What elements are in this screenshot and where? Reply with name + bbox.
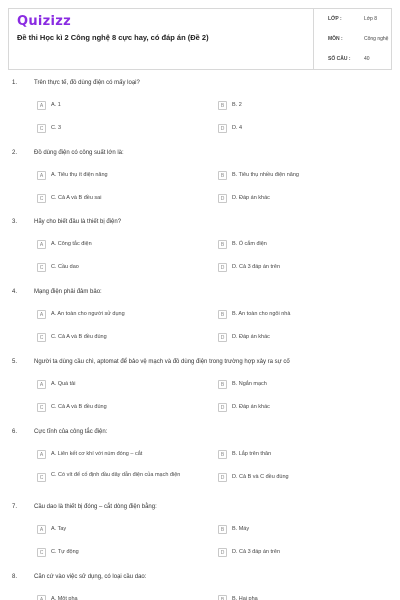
option-text: B. Lắp trên thân xyxy=(232,451,272,457)
option-letter-badge: D xyxy=(218,263,227,272)
option-letter-badge: A xyxy=(37,450,46,459)
option-letter-badge: D xyxy=(218,194,227,203)
answer-option-d[interactable] xyxy=(218,124,388,134)
option-text: A. 1 xyxy=(51,102,61,108)
option-text: B. Ổ cắm điện xyxy=(232,241,267,247)
option-text: D. Đáp án khác xyxy=(232,334,270,340)
option-letter-badge: C xyxy=(37,194,46,203)
answer-option-b[interactable] xyxy=(218,380,388,390)
option-text: D. Đáp án khác xyxy=(232,404,270,410)
question-number: 4. xyxy=(12,289,18,295)
option-letter-badge: B xyxy=(218,380,227,389)
option-text: D. Cả B và C đều đúng xyxy=(232,474,289,480)
option-letter-badge: D xyxy=(218,473,227,482)
answer-option-a[interactable] xyxy=(37,450,207,460)
answer-option-b[interactable] xyxy=(218,240,388,250)
option-text: C. 3 xyxy=(51,125,62,131)
option-letter-badge: A xyxy=(37,380,46,389)
option-text: B. An toàn cho ngôi nhà xyxy=(232,311,291,317)
answer-option-a[interactable] xyxy=(37,240,207,250)
meta-row-subject xyxy=(314,29,394,49)
question-number: 1. xyxy=(12,80,18,86)
option-text: A. Tiêu thụ ít điện năng xyxy=(51,172,108,178)
option-letter-badge: B xyxy=(218,240,227,249)
answer-option-d[interactable] xyxy=(218,548,388,558)
meta-row-count xyxy=(314,49,394,69)
option-letter-badge: D xyxy=(218,124,227,133)
worksheet-meta xyxy=(313,9,393,69)
option-letter-badge: C xyxy=(37,124,46,133)
answer-option-c[interactable] xyxy=(37,548,207,558)
option-letter-badge: C xyxy=(37,403,46,412)
question-number: 3. xyxy=(12,219,18,225)
worksheet-header xyxy=(8,8,392,70)
quizizz-logo: Quizizz xyxy=(17,14,72,29)
option-letter-badge: C xyxy=(37,333,46,342)
question-number: 7. xyxy=(12,504,18,510)
option-letter-badge: A xyxy=(37,171,46,180)
meta-value: Công nghệ xyxy=(364,36,389,42)
question-text: Hãy cho biết đâu là thiết bị điện? xyxy=(34,219,122,225)
option-text: A. An toàn cho người sử dụng xyxy=(51,311,125,317)
option-text: C. Cả A và B đều đúng xyxy=(51,334,107,340)
answer-option-b[interactable] xyxy=(218,310,388,320)
option-text: D. Đáp án khác xyxy=(232,195,270,201)
answer-option-a[interactable] xyxy=(37,380,207,390)
option-text: A. Liên kết cơ khí với núm đóng – cắt xyxy=(51,451,143,457)
answer-option-b[interactable] xyxy=(218,525,388,535)
option-letter-badge: C xyxy=(37,473,46,482)
answer-option-d[interactable] xyxy=(218,263,388,273)
option-letter-badge: A xyxy=(37,101,46,110)
worksheet-title: Đề thi Học kì 2 Công nghệ 8 cực hay, có đáp án (Đề 2) xyxy=(17,33,209,42)
option-letter-badge: B xyxy=(218,525,227,534)
answer-option-d[interactable] xyxy=(218,473,388,483)
answer-option-b[interactable] xyxy=(218,171,388,181)
answer-option-c[interactable] xyxy=(37,333,207,343)
option-text: C. Tự động xyxy=(51,549,79,555)
question-text: Cực tĩnh của công tắc điện: xyxy=(34,429,108,435)
option-text: B. Máy xyxy=(232,526,250,532)
answer-option-a[interactable] xyxy=(37,525,207,535)
answer-option-b[interactable] xyxy=(218,450,388,460)
answer-option-b[interactable] xyxy=(218,101,388,111)
option-text: A. Tay xyxy=(51,526,67,532)
question-number: 2. xyxy=(12,150,18,156)
option-letter-badge: B xyxy=(218,171,227,180)
answer-option-d[interactable] xyxy=(218,403,388,413)
answer-option-c[interactable] xyxy=(37,124,207,134)
option-letter-badge: B xyxy=(218,450,227,459)
option-letter-badge: B xyxy=(218,595,227,600)
option-text: B. Tiêu thụ nhiều điện năng xyxy=(232,172,299,178)
meta-row-grade xyxy=(314,9,394,29)
answer-option-b[interactable] xyxy=(218,595,388,600)
option-letter-badge: D xyxy=(218,548,227,557)
option-text: D. 4 xyxy=(232,125,243,131)
option-text: C. Có vít để cố định đầu dây dẫn điện của mạch điện xyxy=(51,472,181,478)
answer-option-d[interactable] xyxy=(218,194,388,204)
question-number: 8. xyxy=(12,574,18,580)
option-text: B. 2 xyxy=(232,102,242,108)
question-text: Căn cứ vào việc sử dụng, có loại cầu dao: xyxy=(34,574,147,580)
question-text: Trên thực tế, đồ dùng điện có mấy loại? xyxy=(34,80,140,86)
option-letter-badge: C xyxy=(37,548,46,557)
answer-option-c[interactable] xyxy=(37,403,207,413)
meta-label: SỐ CÂU : xyxy=(328,56,351,62)
option-text: D. Cả 3 đáp án trên xyxy=(232,549,281,555)
option-text: B. Ngắn mạch xyxy=(232,381,267,387)
question-text: Mạng điện phải đảm bảo: xyxy=(34,289,102,295)
option-letter-badge: A xyxy=(37,310,46,319)
answer-option-a[interactable] xyxy=(37,171,207,181)
answer-option-d[interactable] xyxy=(218,333,388,343)
meta-label: LỚP : xyxy=(328,16,342,22)
meta-value: 40 xyxy=(364,56,370,62)
option-text: C. Cầu dao xyxy=(51,264,79,270)
option-letter-badge: B xyxy=(218,310,227,319)
option-letter-badge: D xyxy=(218,333,227,342)
option-text: A. Một pha xyxy=(51,596,78,600)
meta-label: MÔN : xyxy=(328,36,343,42)
option-letter-badge: C xyxy=(37,263,46,272)
option-letter-badge: A xyxy=(37,240,46,249)
option-letter-badge: A xyxy=(37,595,46,600)
question-text: Cầu dao là thiết bị đóng – cắt dòng điện bằng: xyxy=(34,504,157,510)
option-text: C. Cả A và B đều đúng xyxy=(51,404,107,410)
meta-value: Lớp 8 xyxy=(364,16,378,22)
option-letter-badge: B xyxy=(218,101,227,110)
answer-option-a[interactable] xyxy=(37,595,207,600)
answer-option-c[interactable] xyxy=(37,194,207,204)
option-text: B. Hai pha xyxy=(232,596,258,600)
option-text: C. Cả A và B đều sai xyxy=(51,195,102,201)
question-text: Người ta dùng cầu chì, aptomat để bảo vệ mạch và đồ dùng điện trong trường hợp xảy ra sự cố xyxy=(34,359,290,365)
option-text: D. Cả 3 đáp án trên xyxy=(232,264,281,270)
answer-option-c[interactable] xyxy=(37,263,207,273)
question-text: Đồ dùng điện có công suất lớn là: xyxy=(34,150,124,156)
question-number: 5. xyxy=(12,359,18,365)
answer-option-c[interactable] xyxy=(37,473,207,483)
answer-option-a[interactable] xyxy=(37,101,207,111)
option-text: A. Quá tải xyxy=(51,381,76,387)
answer-option-a[interactable] xyxy=(37,310,207,320)
option-letter-badge: A xyxy=(37,525,46,534)
question-number: 6. xyxy=(12,429,18,435)
option-text: A. Công tắc điện xyxy=(51,241,92,247)
option-letter-badge: D xyxy=(218,403,227,412)
